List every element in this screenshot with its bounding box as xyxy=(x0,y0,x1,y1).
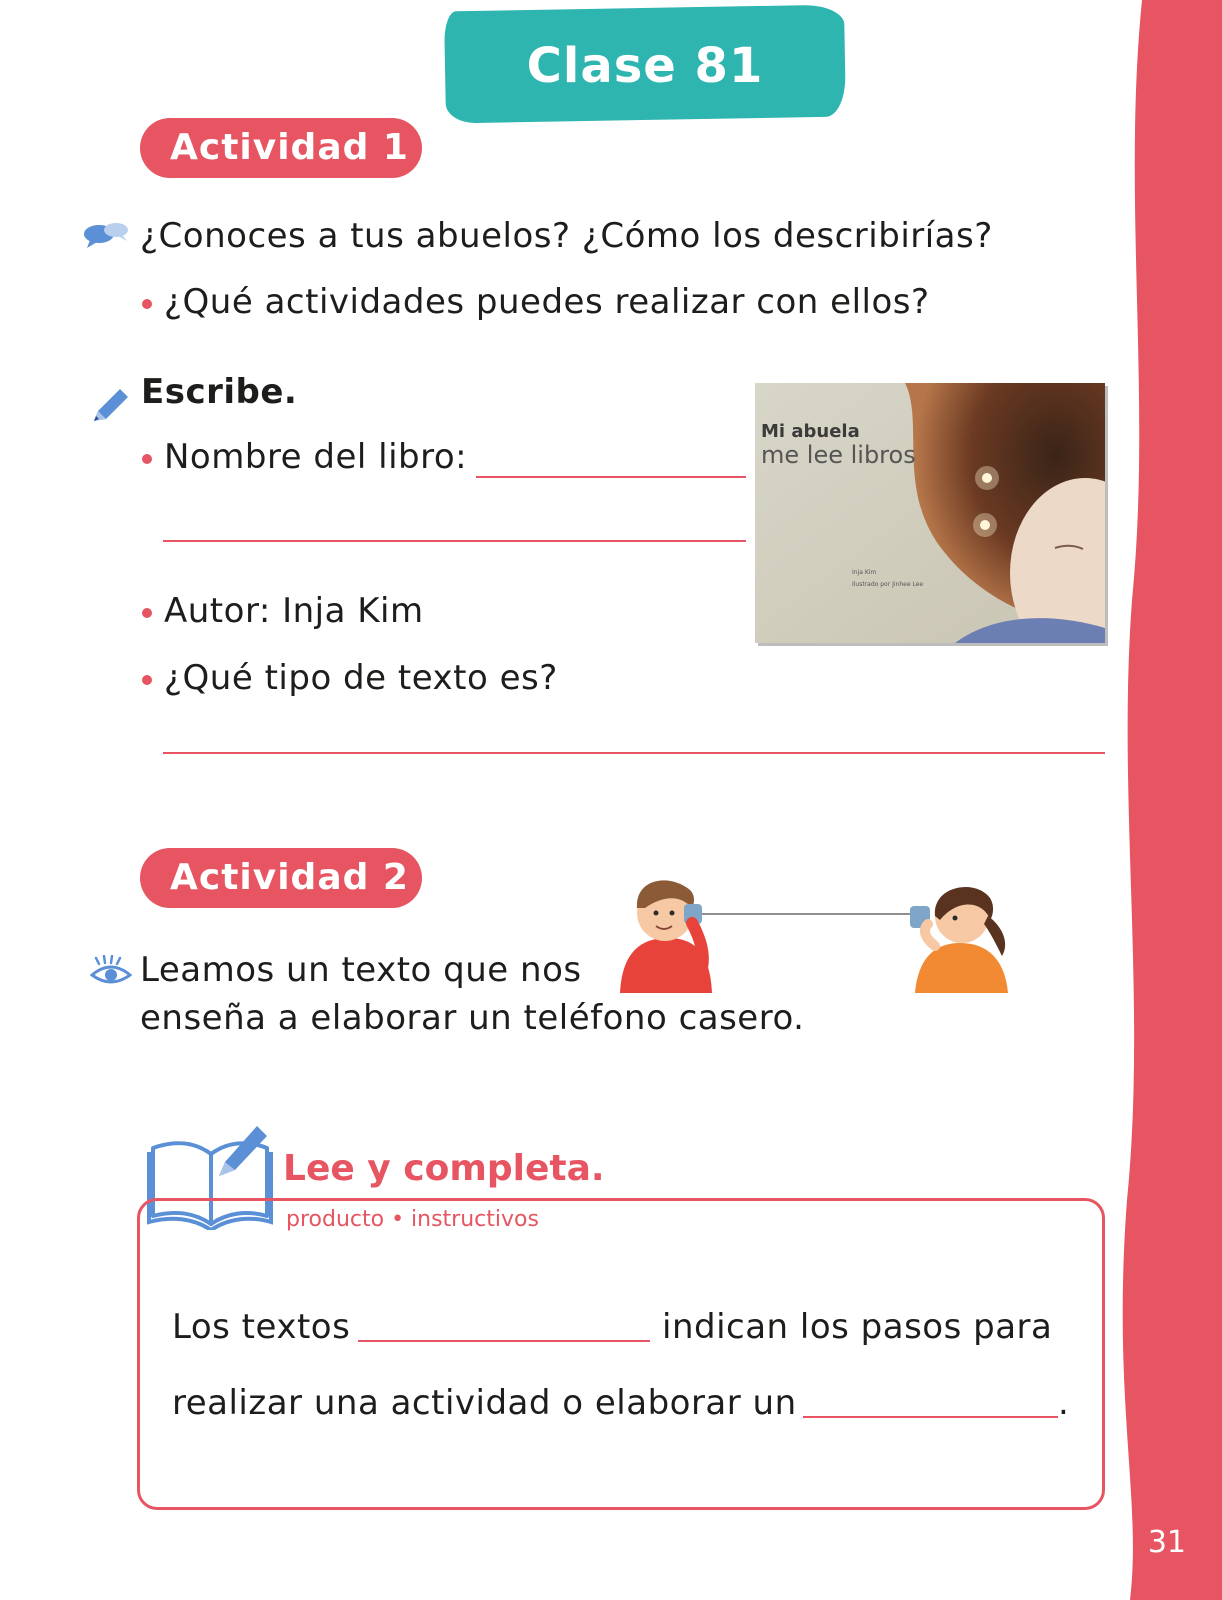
activity-2-read-line-1: Leamos un texto que nos xyxy=(140,950,582,990)
book-name-line-1[interactable] xyxy=(476,476,746,478)
bullet xyxy=(142,675,152,685)
text-type-question: ¿Qué tipo de texto es? xyxy=(164,658,558,698)
book-cover-title-1: Mi abuela xyxy=(761,421,860,442)
author-label: Autor: Inja Kim xyxy=(164,591,424,631)
speech-bubbles-icon xyxy=(82,218,132,252)
sentence-part-1: Los textos xyxy=(172,1307,351,1347)
word-bank: producto • instructivos xyxy=(286,1207,539,1232)
lee-completa-title: Lee y completa. xyxy=(283,1148,605,1189)
blank-line-1[interactable] xyxy=(358,1340,650,1342)
activity-2-read-line-2: enseña a elaborar un teléfono casero. xyxy=(140,998,805,1038)
sentence-part-3: realizar una actividad o elaborar un xyxy=(172,1383,797,1423)
lee-completa-box xyxy=(137,1198,1105,1510)
pencil-icon xyxy=(88,385,132,429)
book-cover-author: Inja Kim xyxy=(852,569,877,576)
bullet xyxy=(142,299,152,309)
bullet xyxy=(142,608,152,618)
eye-icon xyxy=(90,955,132,987)
book-name-row xyxy=(142,437,467,477)
book-cover-illustrator: Ilustrado por Jinhee Lee xyxy=(852,581,924,588)
activity-1-sub-question: ¿Qué actividades puedes realizar con ellos? xyxy=(164,282,930,322)
side-band xyxy=(1112,0,1222,1600)
author-row xyxy=(142,591,424,631)
class-title: Clase 81 xyxy=(526,38,764,94)
tin-can-phone-illustration xyxy=(610,868,1030,1003)
activity-2-badge: Actividad 2 xyxy=(140,848,422,908)
activity-1-badge: Actividad 1 xyxy=(140,118,422,178)
blank-line-2[interactable] xyxy=(803,1416,1058,1418)
book-name-line-2[interactable] xyxy=(163,540,746,542)
book-name-label: Nombre del libro: xyxy=(164,437,468,477)
write-label: Escribe. xyxy=(141,372,298,412)
sentence-end: . xyxy=(1058,1383,1070,1423)
text-type-row xyxy=(142,658,558,698)
bullet xyxy=(142,454,152,464)
text-type-line[interactable] xyxy=(163,752,1105,754)
page-number: 31 xyxy=(1147,1525,1186,1560)
sentence-part-2: indican los pasos para xyxy=(662,1307,1053,1347)
book-cover xyxy=(755,383,1105,643)
book-cover-title-2: me lee libros xyxy=(761,441,916,469)
sub-question-row xyxy=(142,282,930,322)
activity-1-question: ¿Conoces a tus abuelos? ¿Cómo los describirías? xyxy=(140,216,993,256)
